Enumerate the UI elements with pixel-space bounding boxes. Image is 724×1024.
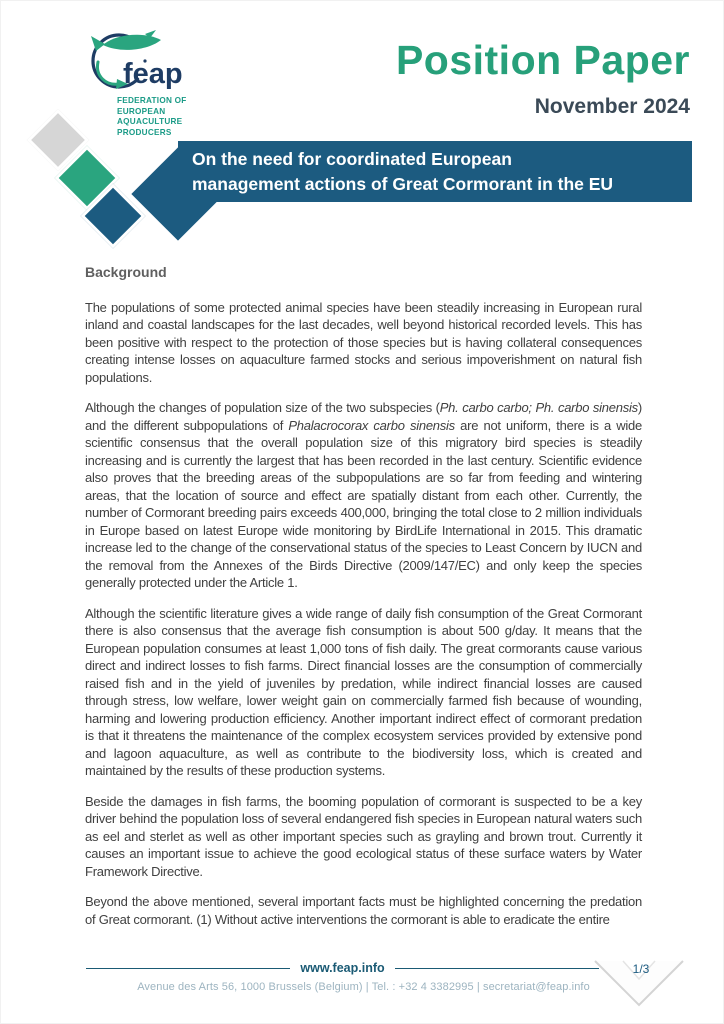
paragraph-text: Although the changes of population size of the two subspecies ( xyxy=(85,400,440,415)
document-body xyxy=(85,264,642,941)
page-indicator: 1/3 xyxy=(632,962,650,976)
paragraph xyxy=(85,399,642,592)
section-heading: Background xyxy=(85,264,167,280)
paragraph-text: Beyond the above mentioned, several important facts must be highlighted concerning the predation of Great cormorant. (1) Without active interventions the cormorant is able to eradicate the entire xyxy=(85,894,642,927)
paragraph-text: Beside the damages in fish farms, the booming population of cormorant is suspected to be a key driver behind the population loss of several endangered fish species in European natural waters such as eel and sterlet as well as other important species such as grayling and brown trout. Currently it causes an important issue to achieve the good ecological status of these surface waters by Water Framework Directive. xyxy=(85,793,642,879)
fish-tail-icon xyxy=(91,36,105,51)
species-name-italic: Ph. carbo carbo; Ph. carbo sinensis xyxy=(439,400,638,415)
footer-rule-right xyxy=(395,968,599,969)
footer-rule xyxy=(86,961,599,975)
banner-title-line1: On the need for coordinated European xyxy=(192,149,512,169)
title-banner xyxy=(178,141,692,202)
org-line: PRODUCERS xyxy=(117,127,172,137)
paragraph-text: are not uniform, there is a wide scientific consensus that the overall population size of this migratory bird species is steadily increasing and is currently the largest that has been recorded in the last century. Scientific evidence also proves that the breeding areas of the subpopulations are so far from feeding and wintering areas, that the location of source and effect are spatially distant from each other. Currently, the number of Cormorant breeding pairs exceeds 400,000, bringing the total close to 2 million individuals in Europe based on latest Europe wide monitoring by BirdLife International in 2015. This dramatic increase led to the change of the conservational status of the species to Least Concern by IUCN and the removal from the Annexes of the Birds Directive (2009/147/EC) and only keep the species generally protected under the Article 1. xyxy=(85,417,643,590)
footer-rule-left xyxy=(86,968,290,969)
paragraph-text: Although the scientific literature gives a wide range of daily fish consumption of the Great Cormorant there is also consensus that the average fish consumption is about 500 g/day. It means that the European population consumes at least 1,000 tons of fish daily. The great cormorants cause various direct and indirect losses to fish farms. Direct financial losses are the consumption of commercially raised fish and in the yield of juveniles by predation, while indirect financial losses are caused through stress, low welfare, lower weight gain on commercially farmed fish because of wounding, harming and lowering production efficiency. Another important indirect effect of cormorant predation is that it threatens the maintenance of the complex ecosystem services provided by extensive pond and lagoon aquaculture, as well as contribute to the biodiversity loss, which is created and maintained by the results of these production systems. xyxy=(85,605,642,778)
paragraph xyxy=(85,893,642,928)
footer-website-link[interactable]: www.feap.info xyxy=(300,961,385,975)
footer-address: Avenue des Arts 56, 1000 Brussels (Belgium) | Tel. : +32 4 3382995 | secretariat@feap.info xyxy=(137,981,590,993)
paragraph xyxy=(85,793,642,881)
doc-type-title: Position Paper xyxy=(395,37,690,83)
org-line: EUROPEAN xyxy=(117,106,166,116)
org-name xyxy=(117,96,187,138)
paragraph xyxy=(85,299,642,387)
body-paragraphs xyxy=(85,299,642,929)
banner-title-line2: management actions of Great Cormorant in the EU xyxy=(192,174,614,194)
logo-wordmark: feap xyxy=(123,58,183,90)
paragraph-text: The populations of some protected animal species have been steadily increasing in European rural inland and coastal landscapes for the last decades, well beyond historical recorded levels. This has been positive with respect to the protection of those species but is having collateral consequences creating intense losses on aquaculture farmed stocks and serious impoverishment on natural fish populations. xyxy=(85,299,642,385)
doc-date: November 2024 xyxy=(534,95,690,118)
species-name-italic: Phalacrocorax carbo sinensis xyxy=(288,417,455,433)
org-line: FEDERATION OF xyxy=(117,96,187,105)
paragraph-text: ) and the different subpopulations of xyxy=(85,400,642,433)
org-line: AQUACULTURE xyxy=(117,117,183,126)
feap-logo-icon xyxy=(87,29,199,93)
paragraph xyxy=(85,605,642,780)
